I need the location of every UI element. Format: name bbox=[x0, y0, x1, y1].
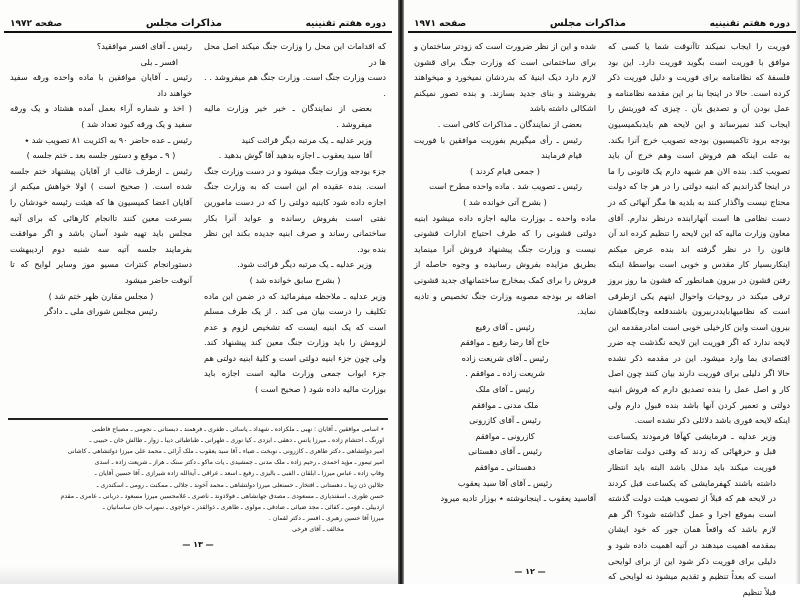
paragraph: دهستانی ـ موافقم bbox=[474, 462, 536, 473]
stage-direction: ( جمعی قیام کردند ) bbox=[470, 165, 540, 176]
paragraph: رئیس ـ آقای افسر موافقید؟ bbox=[96, 41, 192, 51]
header-session: دوره هفتم تقنینیه bbox=[709, 19, 790, 29]
paragraph: ملک مدنی ـ موافقم bbox=[471, 399, 539, 410]
header-session: دوره هفتم تقنینیه bbox=[305, 19, 386, 29]
page-number: — ۱۳ — bbox=[182, 539, 214, 549]
paragraph: بعضی از نمایندگان ـ مذاکرات کافی است . bbox=[437, 118, 582, 129]
page-1971 bbox=[400, 0, 800, 597]
paragraph: رئیس ـ عده حاضر ۹۰ به اکثریت ۸۱ تصویب شد ٭ bbox=[24, 134, 192, 145]
paragraph: رئیس ـ آقای ملک bbox=[475, 384, 535, 395]
paragraph: آقا سید یعقوب ـ اجازه بدهید آقا گوش بدهید . bbox=[218, 150, 372, 161]
paragraph: رئیس ـ آقای دهستانی bbox=[468, 446, 542, 457]
section-heading: ( ۹ ـ موقع و دستور جلسه بعد ـ ختم جلسه ) bbox=[26, 150, 176, 161]
paragraph: دست وزارت جنگ است. وزارت جنگ هم میفروشد . . . bbox=[204, 72, 386, 98]
footnote-line: ٭ اسامی موافقین ـ آقایان : نهبی ـ ملکزاده ـ شهداد ـ یاسائی ـ ظفری ـ فرهمند ـ دبستانی ـ نجومی ـ مصباح فاطمی bbox=[91, 425, 384, 433]
paragraph: وزیر عدلیه ـ یک مرتبه دیگر قرائت شود. bbox=[237, 259, 372, 270]
paragraph: رئیس ـ رأی میگیریم بفوریت موافقین با فوریت قیام فرمایند bbox=[414, 134, 582, 161]
paragraph: جزء بودجه وزارت جنگ میشود و در دست وزارت جنگ است. بنده عقیده ام این است که به وزارت جنگ اجازه داده شود کابنیه دولتی را که در دست مامورین نفتی است بفروش رسانده و عواید آنرا بکار ساختمانی رساند و صرف ابنیه جدیده بکند این نظر بنده بود. bbox=[204, 165, 386, 254]
footnote-line: میرزا آقا حسین رهبری ـ افسر ـ دکتر لقمان . bbox=[268, 515, 384, 523]
paragraph: بعضی از نمایندگان ـ خیر خیر وزارت مالیه میفروشد . bbox=[204, 103, 372, 129]
paragraph: وزیر عدلیه ـ ملاحظه میفرمائید که در ضمن این ماده تکلیف را درست بیان می کند . از یک طرف مسلم است که یک ابنیه ایست که تشخیص لزوم و عدم لزومش را باید وزارت جنگ معین کند پیشنهاد کند. ولی چون جزء ابنیه دولتی است و کلیهٔ ابنیه دولتی هم جزء ابواب جمعی وزارت مالیه است اجازه باید بوزارت مالیه داده شود ( صحیح است ) bbox=[204, 290, 386, 395]
footnote-opponent: مخالف ـ آقای فرخی bbox=[292, 526, 344, 534]
footnote-line: اورنگ ـ احتشام زاده ـ میرزا یانس ـ دهقی ـ ایزدی ـ کیا نوری ـ طهرانی ـ طباطبائی دیبا ـ زوار ـ طالش خان ـ حبیبی ـ bbox=[89, 436, 384, 444]
text-columns bbox=[4, 39, 392, 398]
paragraph: رئیس ـ تصویب شد . ماده واحده مطرح است bbox=[429, 181, 582, 192]
paragraph: آقاسید یعقوب ـ اینجانوشته ٭ بوزار تادیه میرود bbox=[440, 493, 596, 504]
column-left bbox=[408, 39, 602, 600]
footnote-line: جلالین ذن زیبا ـ دهستانی ـ افتخار ـ حسنعلی میرزا دولتشاهی ـ محمد آخوند ـ جلالی ـ ممکنت ـ رومی ـ اسکندری ـ bbox=[96, 481, 384, 489]
page-edge bbox=[796, 0, 800, 584]
paragraph: کازرونی ـ موافقم bbox=[475, 430, 535, 441]
column-right bbox=[602, 39, 796, 600]
page-header bbox=[4, 18, 392, 33]
paragraph: رئیس ـ آقای شریعت زاده bbox=[461, 352, 549, 363]
header-page-label: صفحه ۱۹۷۲ bbox=[10, 19, 63, 29]
signature: رئیس مجلس شورای ملی ـ دادگر bbox=[44, 306, 158, 317]
text-columns bbox=[408, 39, 796, 600]
column-right bbox=[198, 39, 392, 398]
header-title: مذاکرات مجلس bbox=[145, 18, 222, 29]
paragraph: رئیس ـ آقایان موافقین با ماده واحده ورقه سفید خواهند داد bbox=[10, 72, 192, 98]
column-left bbox=[4, 39, 198, 398]
header-page-label: صفحه ۱۹۷۱ bbox=[414, 19, 467, 29]
header-title: مذاکرات مجلس bbox=[549, 18, 626, 29]
paragraph: شریعت زاده ـ موافقم . bbox=[465, 368, 545, 379]
paragraph: حاج آقا رضا رفیع ـ موافقم bbox=[460, 337, 550, 348]
paragraph: شده و این از نظر ضرورت است که زودتر ساختمان و برای ساختمانی است که وزارت جنگ برای قشون لازم دارد دیک ابنیهٔ که بدردشان نمیخورد و میخواهند بفروشند و بنای جدید بسازند. و بنده تصور نمیکنم اشکالی داشته باشد bbox=[414, 41, 596, 114]
book-gutter bbox=[398, 0, 404, 584]
footnote-line: وفاپ زاده ـ عباس میرزا ـ ابلقان ـ الفبی ـ بالیزی ـ رفیع ـ اسعد ـ عراقی ـ آیةالله زاده شیرازی ـ آقا حسین آقایان ـ bbox=[94, 470, 384, 478]
stage-direction: ( مجلس مقارن ظهر ختم شد ) bbox=[48, 290, 154, 301]
paragraph: که اقدامات این محل را وزارت جنگ میکند اصل محل ها در bbox=[204, 41, 386, 67]
footnote-line: حسن طوری ـ اسفندیاری ـ مسعودی ـ مصدق جهانشاهی ـ فولادوند ـ ناصری ـ غلامحسین میرزا مسعود ـ دربانی ـ عامری ـ مقدم bbox=[60, 492, 384, 500]
page-header bbox=[408, 18, 796, 33]
paragraph: وزیر عدلیه ـ فرمایشی کهآقا فرمودند یکساعت قبل و حرفهائی که زدند که وقتی دولت تقاضای فوریت میکند باید مدلل باشد البته باید انتظار داشته باشند کهفرمایشی که یکساعت قبل کردند در لایحه هم که قبلاً از تصویب هیئت دولت گذشته است بموقع اجرا و عمل گذاشته شود؟ اگر هم لازم باشد که واقعاً همان جور که خود ایشان بمقدمه اهمیت میدهند در آتیه اهمیت داده شود و دلیلی برای فوریت ذکر شود این از برای لوایحی است که بعداً تنظیم و تقدیم میشود نه لوایحی که قبلاً تنظیم bbox=[608, 430, 776, 597]
stage-direction: ( بشرح سابق خوانده شد ) bbox=[249, 274, 341, 285]
page-1972 bbox=[0, 0, 400, 584]
paragraph: افسر ـ بلی bbox=[140, 56, 178, 67]
paragraph: رئیس ـ ازطرف غالب از آقایان پیشنهاد ختم جلسه شده است. ( صحیح است ) اولا خواهش میکنم از آقایان اعضا کمیسیون ها که هیئت رئیسه خودشان را بسرعت معین کنند تاانجام کارهائی که برای آتیه مجلس باید تهیه شود آسان باشد و اگر موافقت بفرمایند جلسه آتیه سه شنبه دوم اردیبهشت دستورانجام کنترات مسیو موز وسایر لوایح که تا آنوقت حاضر میشود bbox=[10, 165, 192, 285]
paragraph: فوریت را ایجاب نمیکند تاآنوقت شما یا کسی که موافق با فوریت است بگوید فوریت دارد. این بود فلسفهٔ که نظامنامه برای فوریت و دلیل فوریت ذکر کرده است. حالا در اینجا بنا بر این مقدمه نظامنامه و عمل بودن آن و تصدیق بآن . چیزی که فوریتش را ایجاب کند نمیرساند و این لایحه هم بایدبکمیسیون بودجه برود تاکمیسیون بودجه تصویب خرج آنرا بکند. به علت اینکه هم فروش است وهم خرج آن باید تصویب کند. بنده الان هم شبهه دارم یک قانونی را ما در اینجا گذراندیم که ابنیه دولتی را در هر جا که دولت محتاج نیست واگذار کنند به بلدیه ها مگر آنهائی که در دست نظامی ها است آنهارابنده درنظر ندارم. آقای معاون وزارت مالیه که این لایحه را تنظیم کرده اند آن قانون را در نظر گرفته اند بنده عرض میکنم اینکاربسیار کار مقدس و خوبی است بواسطهٔ اینکه رفتن قشون در بیرون همانطور که قشون ما روز بروز ترقی میکند در روحیات واحوال اینهم یکی ازطرقی است که نظامیهابایددربیرون باشندقلعه وجایگاهشان بیرون است واین کارخیلی خوبی است امادرمقدمه این لایحه ندارد که اگر فوریت این لایحه نگذشت چه ضرر اقتصادی بما وارد میشود. این در مقدمه ذکر نشده حالا اگر دلیلی برای فوریت دارند بیان کنند چون اصل کار و اصل عمل را بنده تصدیق دارم که فروش ابنیه دولتی و تعمیر کردن آنها باشد بنده قبول دارم ولی اینکه لایحه فوری باشد دلائلی ذکر نشده است. bbox=[608, 41, 790, 426]
page-number: — ۱۲ — bbox=[514, 567, 546, 576]
footnote-line: امیر تیمور ـ مؤید احمدی ـ رحیم زاده ـ ملک مدنی ـ جمشیدی ـ یات ماکو ـ دکتر سنک ـ هراز ـ شریعت زاده ـ اسدی bbox=[94, 459, 384, 467]
paragraph: رئیس ـ آقای آقا سید یعقوب bbox=[457, 477, 553, 488]
paragraph: وزیر عدلیه ـ یک مرتبه دیگر قرائت کنید bbox=[241, 134, 372, 145]
footnote-line: امیر دولتشاهی ـ دکتر طاهری ـ کازرونی ـ نوبخت ـ ضیاء ـ آقا سید یعقوب ـ ملک آرائی ـ محمد علی میرزا دولتشاهی ـ کاشانی bbox=[67, 448, 384, 456]
footnote-vote-list bbox=[4, 420, 392, 536]
article-text: ماده واحده ـ بوزارت مالیه اجازه داده میشود ابنیه دولتی قشونی را که طرف احتیاج ادارات قشونی نیست و وزارت جنگ پیشنهاد فروش آنرا مینماید بطریق مزایده بفروش رسانیده و وجوه حاصله از فروش را برای کمک بمخارج ساختمانهای جدید قشونی اضافه بر بودجه مصوبه وزارت جنگ تخصیص و تادیه نماید. bbox=[414, 212, 596, 317]
paragraph: رئیس ـ آقای رفیع bbox=[475, 321, 535, 332]
footnote-line: اردبیلی ـ قومی ـ کفائی ـ مجد ضیائی ـ صادقی ـ مولوی ـ طاهری ـ ذوالقدر ـ خواجوی ـ سهراب خان ساسانیان ـ bbox=[102, 504, 384, 512]
stage-direction: ( اخذ و شماره آراء بعمل آمده هشتاد و یک ورقه سفید و یک ورقه کبود تعداد شد ) bbox=[10, 103, 192, 129]
stage-direction: ( بشرح آتی خوانده شد ) bbox=[463, 196, 547, 207]
page-shadow bbox=[0, 566, 400, 584]
paragraph: رئیس ـ آقای کازرونی bbox=[469, 415, 541, 426]
